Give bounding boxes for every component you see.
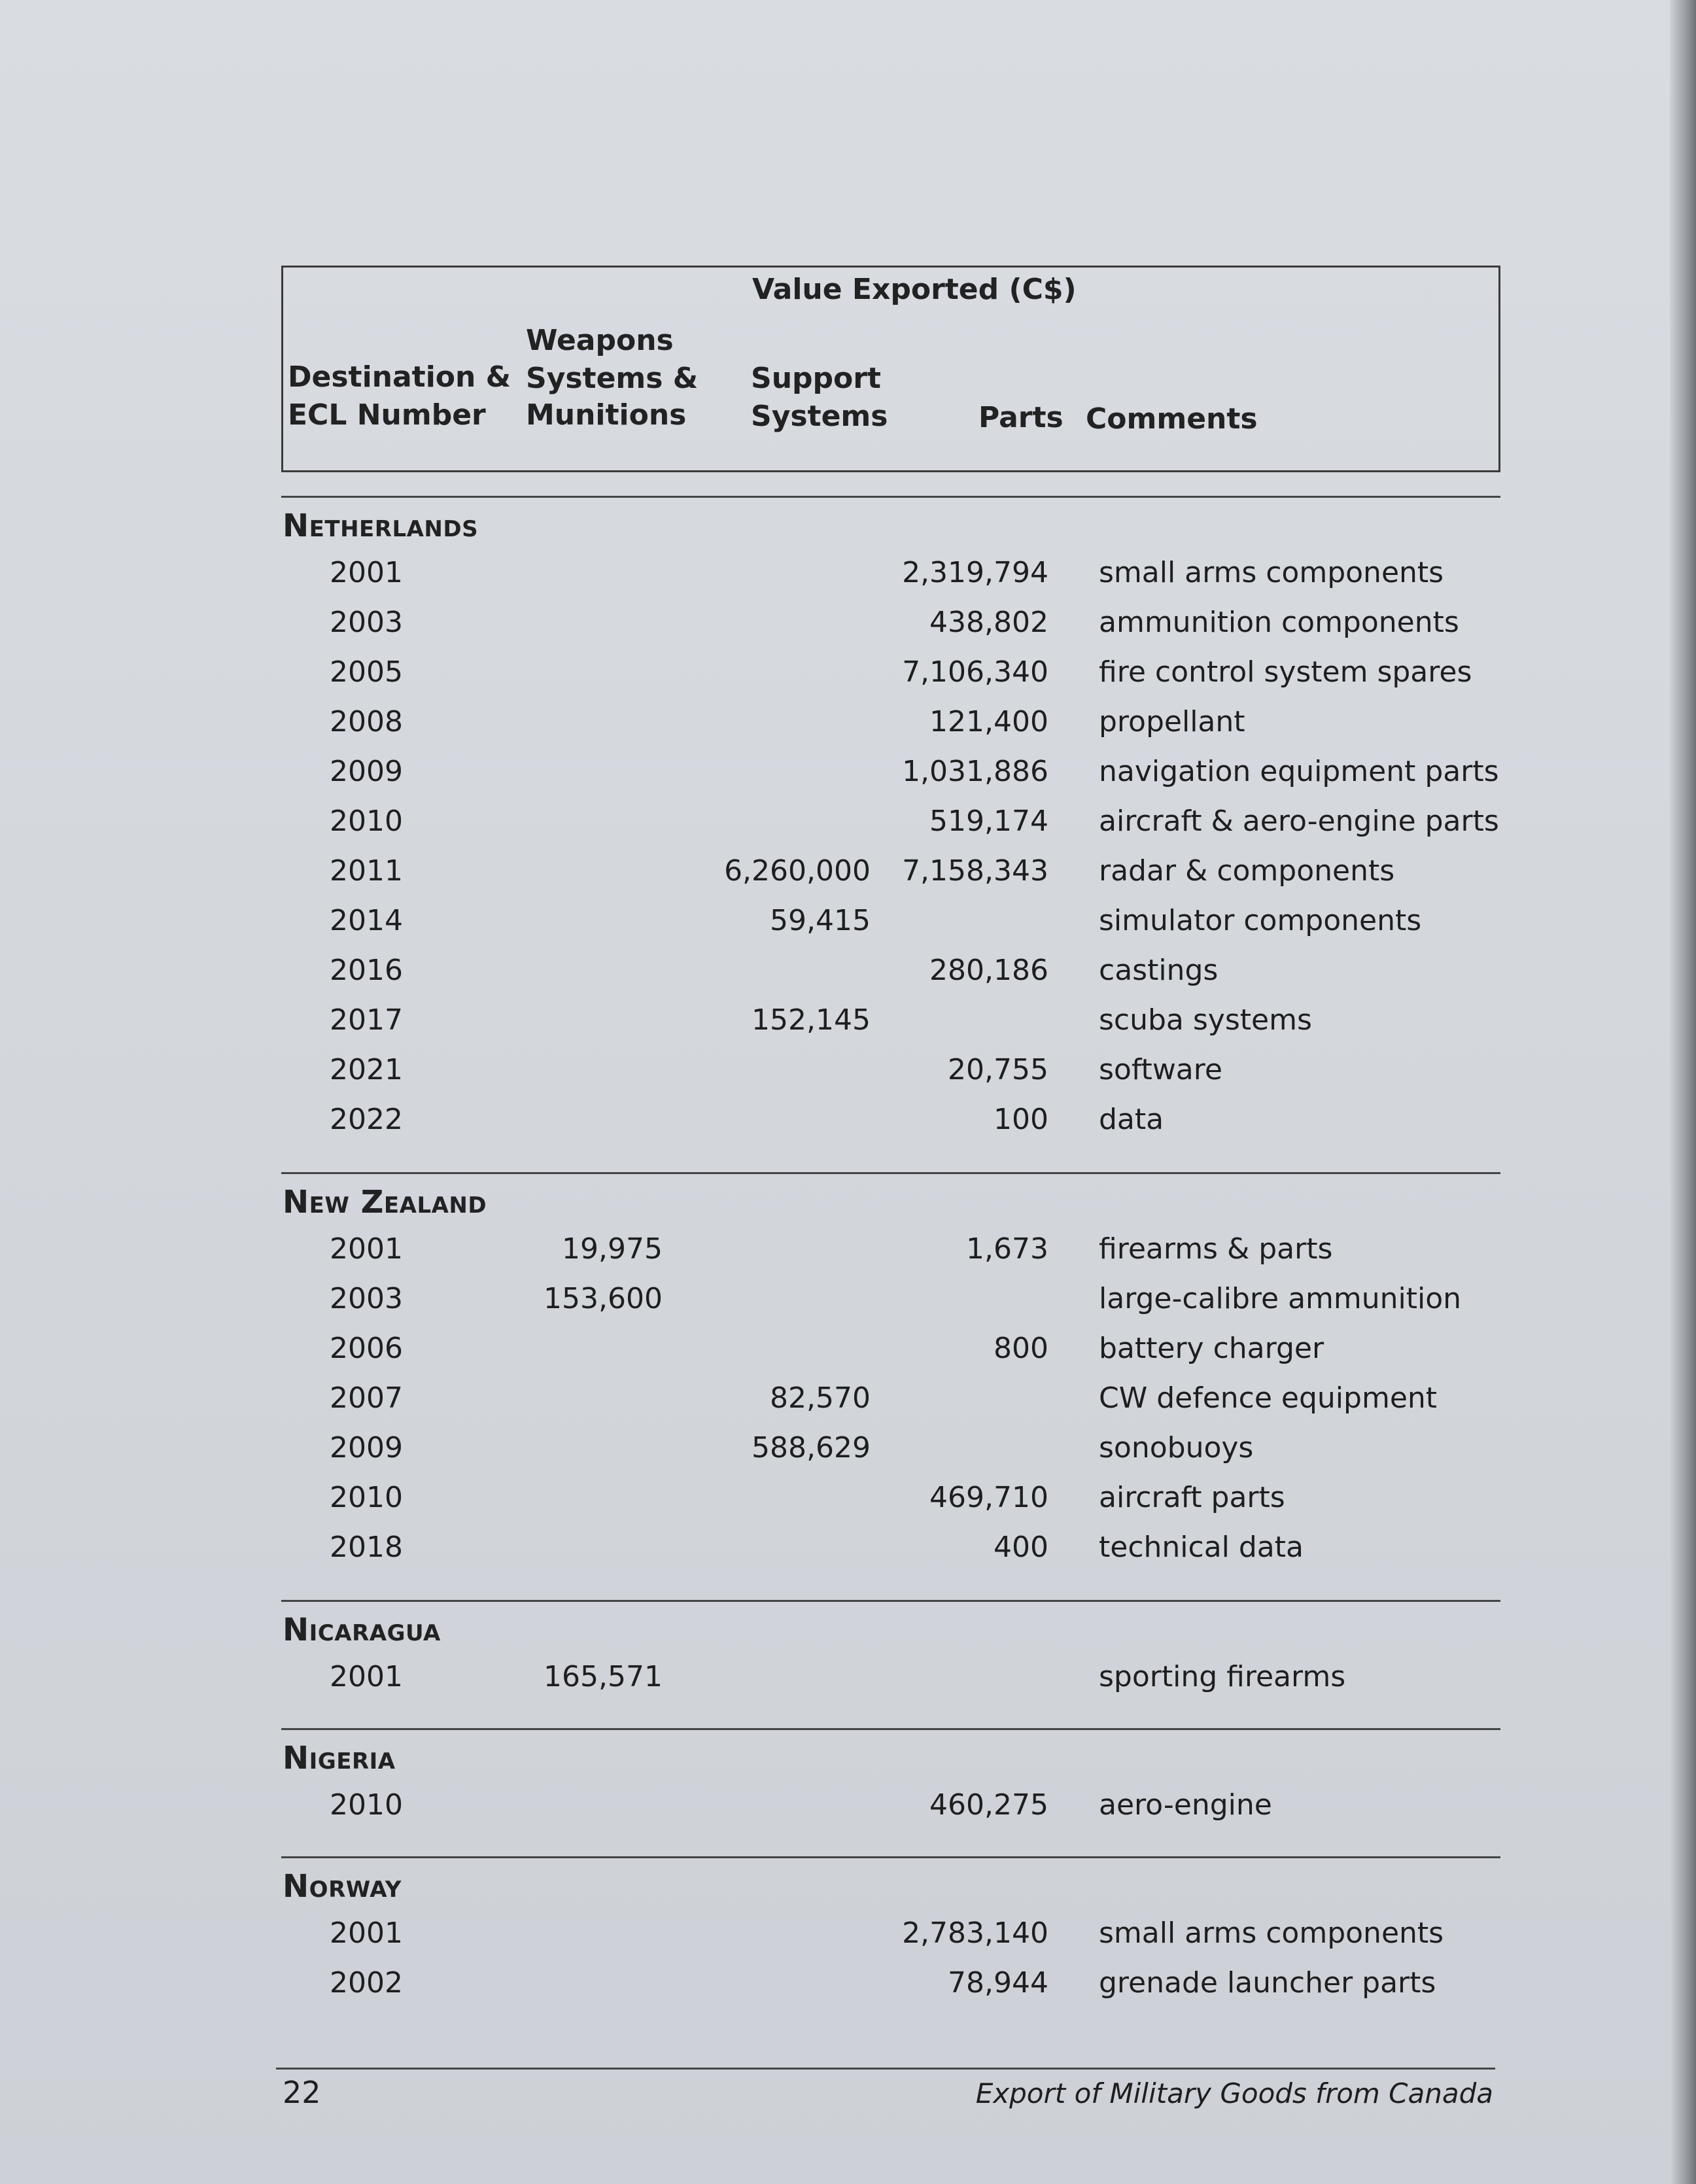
table-row xyxy=(0,1481,1696,1531)
row-comment: scuba systems xyxy=(1099,1003,1312,1037)
row-parts-value: 20,755 xyxy=(948,1053,1048,1086)
row-year: 2005 xyxy=(330,655,403,689)
row-comment: castings xyxy=(1099,954,1219,987)
col-weapons-line2: Systems & xyxy=(526,362,699,395)
row-parts-value: 1,031,886 xyxy=(902,755,1048,788)
row-weapons-value: 153,600 xyxy=(544,1282,663,1315)
row-year: 2021 xyxy=(330,1053,403,1086)
row-parts-value: 2,783,140 xyxy=(902,1916,1048,1950)
row-year: 2010 xyxy=(330,805,403,838)
col-weapons-line1: Weapons xyxy=(526,324,674,357)
section-title: Nicaragua xyxy=(283,1612,441,1648)
table-row xyxy=(0,1431,1696,1481)
row-comment: grenade launcher parts xyxy=(1099,1966,1436,2000)
table-row xyxy=(0,854,1696,904)
table-row xyxy=(0,904,1696,954)
row-year: 2016 xyxy=(330,954,403,987)
row-parts-value: 1,673 xyxy=(966,1232,1048,1266)
table-row xyxy=(0,954,1696,1003)
row-parts-value: 2,319,794 xyxy=(902,556,1048,589)
table-row xyxy=(0,1282,1696,1332)
row-parts-value: 78,944 xyxy=(948,1966,1048,2000)
table-row xyxy=(0,1531,1696,1580)
footer-rule xyxy=(276,2068,1495,2070)
row-parts-value: 800 xyxy=(994,1332,1048,1365)
row-comment: propellant xyxy=(1099,705,1245,738)
row-support-value: 588,629 xyxy=(752,1431,871,1465)
section-title: New Zealand xyxy=(283,1184,487,1221)
row-year: 2017 xyxy=(330,1003,403,1037)
row-year: 2003 xyxy=(330,606,403,639)
col-destination-line2: ECL Number xyxy=(288,398,486,432)
row-comment: small arms components xyxy=(1099,1916,1444,1950)
row-year: 2008 xyxy=(330,705,403,738)
row-parts-value: 100 xyxy=(994,1103,1048,1136)
row-comment: battery charger xyxy=(1099,1332,1324,1365)
page-number: 22 xyxy=(283,2075,321,2110)
section-title: Nigeria xyxy=(283,1740,396,1777)
row-support-value: 82,570 xyxy=(770,1381,871,1415)
row-weapons-value: 19,975 xyxy=(562,1232,663,1266)
col-support-line2: Systems xyxy=(751,400,888,433)
table-row xyxy=(0,1381,1696,1431)
table-row xyxy=(0,1103,1696,1153)
section-rule xyxy=(281,1728,1500,1730)
row-comment: technical data xyxy=(1099,1531,1304,1564)
row-parts-value: 460,275 xyxy=(929,1788,1048,1822)
table-row xyxy=(0,1332,1696,1381)
row-year: 2001 xyxy=(330,556,403,589)
publication-title: Export of Military Goods from Canada xyxy=(975,2077,1493,2109)
row-parts-value: 438,802 xyxy=(929,606,1048,639)
row-parts-value: 400 xyxy=(994,1531,1048,1564)
row-comment: simulator components xyxy=(1099,904,1422,937)
value-exported-heading: Value Exported (C$) xyxy=(752,273,1077,306)
row-parts-value: 7,158,343 xyxy=(902,854,1048,888)
row-year: 2002 xyxy=(330,1966,403,2000)
row-year: 2006 xyxy=(330,1332,403,1365)
table-row xyxy=(0,556,1696,606)
row-parts-value: 519,174 xyxy=(929,805,1048,838)
table-row xyxy=(0,655,1696,705)
row-comment: ammunition components xyxy=(1099,606,1459,639)
row-comment: firearms & parts xyxy=(1099,1232,1333,1266)
row-year: 2010 xyxy=(330,1788,403,1822)
row-year: 2001 xyxy=(330,1916,403,1950)
col-parts: Parts xyxy=(978,401,1064,434)
row-parts-value: 469,710 xyxy=(929,1481,1048,1514)
table-row xyxy=(0,755,1696,805)
table-row xyxy=(0,805,1696,854)
row-comment: software xyxy=(1099,1053,1222,1086)
table-row xyxy=(0,1788,1696,1838)
row-parts-value: 280,186 xyxy=(929,954,1048,987)
table-row xyxy=(0,705,1696,755)
table-row xyxy=(0,1660,1696,1710)
row-year: 2010 xyxy=(330,1481,403,1514)
table-row xyxy=(0,1232,1696,1282)
row-year: 2018 xyxy=(330,1531,403,1564)
row-parts-value: 121,400 xyxy=(929,705,1048,738)
row-comment: fire control system spares xyxy=(1099,655,1472,689)
row-year: 2009 xyxy=(330,1431,403,1465)
row-support-value: 152,145 xyxy=(752,1003,871,1037)
section-rule xyxy=(281,496,1500,498)
row-comment: data xyxy=(1099,1103,1164,1136)
section-rule xyxy=(281,1600,1500,1602)
col-support-line1: Support xyxy=(751,362,881,395)
section-rule xyxy=(281,1856,1500,1858)
row-year: 2009 xyxy=(330,755,403,788)
row-year: 2011 xyxy=(330,854,403,888)
row-comment: aero-engine xyxy=(1099,1788,1272,1822)
row-support-value: 59,415 xyxy=(770,904,871,937)
table-row xyxy=(0,1053,1696,1103)
row-weapons-value: 165,571 xyxy=(544,1660,663,1693)
row-comment: radar & components xyxy=(1099,854,1395,888)
row-support-value: 6,260,000 xyxy=(724,854,871,888)
col-weapons-line3: Munitions xyxy=(526,398,687,432)
row-year: 2001 xyxy=(330,1232,403,1266)
row-year: 2022 xyxy=(330,1103,403,1136)
row-year: 2003 xyxy=(330,1282,403,1315)
row-year: 2001 xyxy=(330,1660,403,1693)
row-year: 2014 xyxy=(330,904,403,937)
row-year: 2007 xyxy=(330,1381,403,1415)
row-comment: large-calibre ammunition xyxy=(1099,1282,1462,1315)
table-row xyxy=(0,1966,1696,2016)
row-comment: aircraft & aero-engine parts xyxy=(1099,805,1499,838)
section-title: Netherlands xyxy=(283,508,479,544)
row-comment: sonobuoys xyxy=(1099,1431,1254,1465)
section-rule xyxy=(281,1172,1500,1174)
row-comment: small arms components xyxy=(1099,556,1444,589)
row-comment: CW defence equipment xyxy=(1099,1381,1438,1415)
row-comment: sporting firearms xyxy=(1099,1660,1346,1693)
table-row xyxy=(0,1916,1696,1966)
row-parts-value: 7,106,340 xyxy=(902,655,1048,689)
row-comment: aircraft parts xyxy=(1099,1481,1285,1514)
table-row xyxy=(0,1003,1696,1053)
col-destination-line1: Destination & xyxy=(288,360,511,394)
col-comments: Comments xyxy=(1086,402,1258,436)
row-comment: navigation equipment parts xyxy=(1099,755,1499,788)
table-row xyxy=(0,606,1696,655)
section-title: Norway xyxy=(283,1868,402,1905)
